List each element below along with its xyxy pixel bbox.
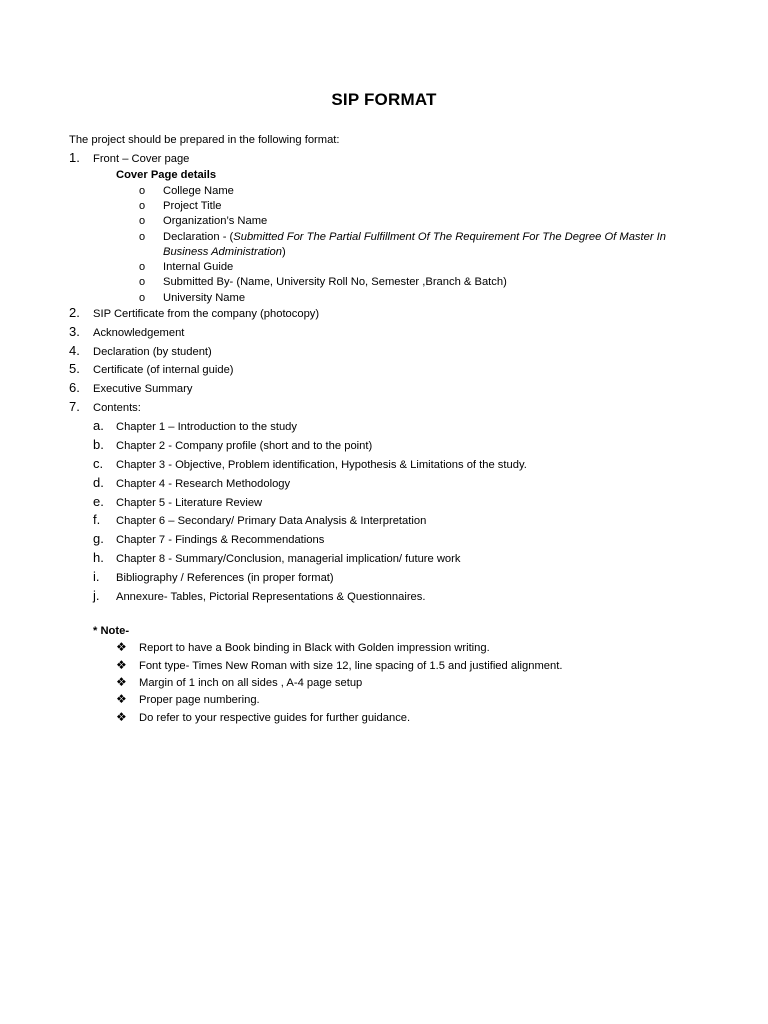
chapter-marker: i.	[93, 569, 100, 584]
chapter-marker: c.	[93, 456, 104, 471]
diamond-bullet-icon: ❖	[116, 675, 127, 689]
cover-item-declaration	[163, 230, 666, 244]
chapter-marker: h.	[93, 550, 104, 565]
bullet-marker: o	[139, 200, 146, 212]
chapter-text: Chapter 8 - Summary/Conclusion, managerial implication/ future work	[116, 553, 461, 565]
item-text: Front – Cover page	[93, 153, 190, 165]
bullet-marker: o	[139, 276, 146, 288]
item-text: Executive Summary	[93, 383, 193, 395]
note-item: Font type- Times New Roman with size 12, line spacing of 1.5 and justified alignment.	[139, 660, 563, 672]
item-text: SIP Certificate from the company (photocopy)	[93, 308, 320, 320]
chapter-text: Chapter 7 - Findings & Recommendations	[116, 534, 325, 546]
page-title: SIP FORMAT	[331, 90, 437, 109]
note-item: Margin of 1 inch on all sides , A-4 page setup	[139, 677, 363, 689]
bullet-marker: o	[139, 215, 146, 227]
chapter-text: Chapter 3 - Objective, Problem identification, Hypothesis & Limitations of the study.	[116, 459, 527, 471]
bullet-marker: o	[139, 261, 146, 273]
bullet-marker: o	[139, 292, 146, 304]
bullet-marker: o	[139, 185, 146, 197]
item-marker: 7.	[69, 399, 80, 414]
chapter-text: Bibliography / References (in proper format)	[116, 572, 334, 584]
item-marker: 4.	[69, 343, 80, 358]
item-marker: 2.	[69, 305, 80, 320]
cover-item: Submitted By- (Name, University Roll No, Semester ,Branch & Batch)	[163, 276, 507, 288]
cover-item: Organization’s Name	[163, 215, 268, 227]
declaration-prefix: Declaration - (	[163, 231, 234, 243]
item-marker: 5.	[69, 361, 80, 376]
item-text: Contents:	[93, 402, 141, 414]
declaration-italic: Submitted For The Partial Fulfillment Of The Requirement For The Degree Of Master In	[233, 231, 667, 243]
chapter-text: Annexure- Tables, Pictorial Representations & Questionnaires.	[116, 591, 426, 603]
declaration-continued	[163, 245, 286, 259]
chapter-text: Chapter 1 – Introduction to the study	[116, 421, 297, 433]
cover-item: University Name	[163, 292, 246, 304]
cover-item: College Name	[163, 185, 234, 197]
item-text: Certificate (of internal guide)	[93, 364, 234, 376]
chapter-marker: a.	[93, 418, 104, 433]
note-heading: * Note-	[93, 625, 130, 637]
cover-item: Internal Guide	[163, 261, 234, 273]
chapter-marker: e.	[93, 494, 104, 509]
item-marker: 3.	[69, 324, 80, 339]
diamond-bullet-icon: ❖	[116, 710, 127, 724]
cover-heading: Cover Page details	[116, 169, 217, 181]
cover-item: Project Title	[163, 200, 222, 212]
item-marker: 1.	[69, 150, 80, 165]
chapter-text: Chapter 4 - Research Methodology	[116, 478, 291, 490]
chapter-marker: g.	[93, 531, 104, 546]
note-item: Proper page numbering.	[139, 694, 260, 706]
chapter-text: Chapter 5 - Literature Review	[116, 497, 263, 509]
diamond-bullet-icon: ❖	[116, 640, 127, 654]
intro-text: The project should be prepared in the following format:	[69, 134, 340, 146]
item-text: Acknowledgement	[93, 327, 185, 339]
item-text: Declaration (by student)	[93, 346, 212, 358]
chapter-marker: f.	[93, 512, 101, 527]
bullet-marker: o	[139, 231, 146, 243]
note-item: Do refer to your respective guides for further guidance.	[139, 712, 411, 724]
chapter-marker: b.	[93, 437, 104, 452]
declaration-close: )	[281, 246, 286, 258]
chapter-marker: d.	[93, 475, 104, 490]
chapter-marker: j.	[93, 588, 100, 603]
diamond-bullet-icon: ❖	[116, 692, 127, 706]
declaration-italic: Business Administration	[163, 246, 282, 258]
item-marker: 6.	[69, 380, 80, 395]
note-item: Report to have a Book binding in Black with Golden impression writing.	[139, 642, 490, 654]
chapter-text: Chapter 2 - Company profile (short and to the point)	[116, 440, 373, 452]
chapter-text: Chapter 6 – Secondary/ Primary Data Analysis & Interpretation	[116, 515, 427, 527]
diamond-bullet-icon: ❖	[116, 658, 127, 672]
